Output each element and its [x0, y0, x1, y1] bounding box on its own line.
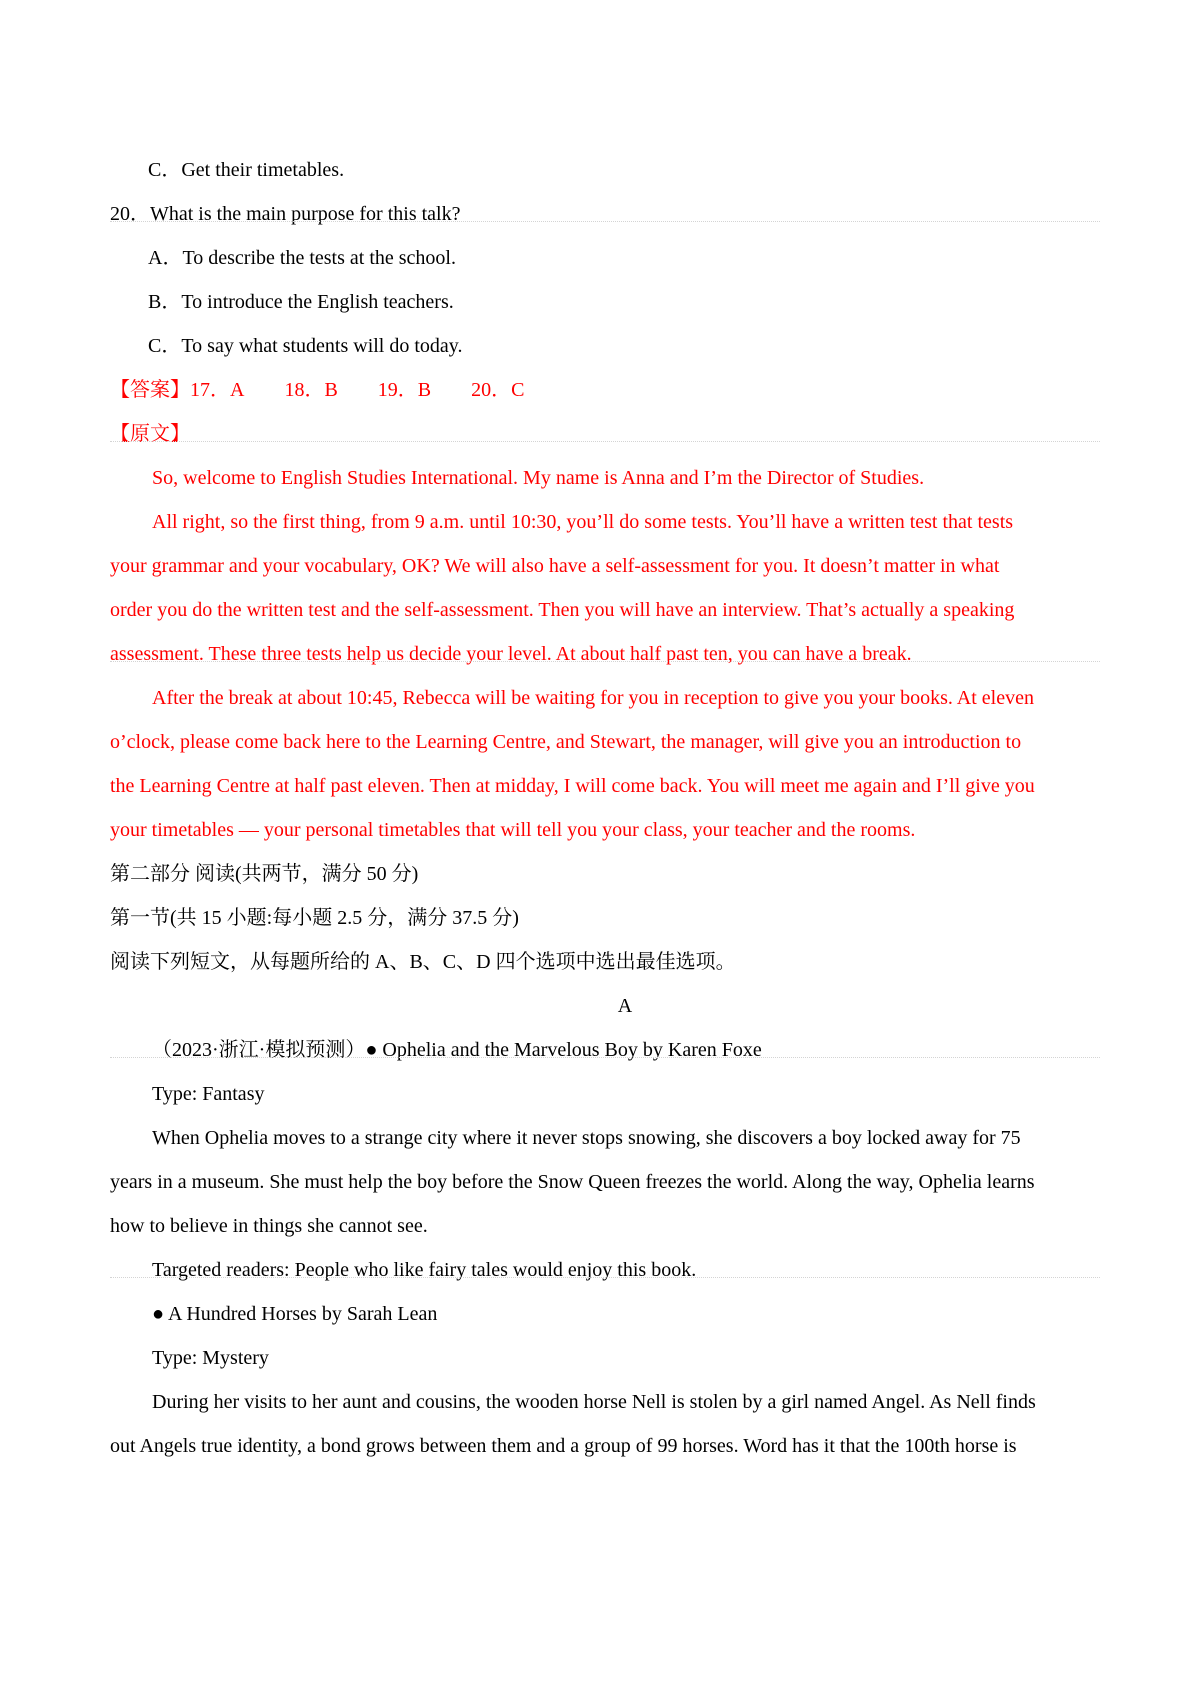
answer-item: 17．A	[190, 379, 245, 401]
transcript-line: the Learning Centre at half past eleven. Then at midday, I will come back. You will meet me again and I’ll give you	[110, 775, 1035, 797]
q20-option-c: C．To say what students will do today.	[148, 335, 463, 357]
dotted-separator	[110, 1277, 1100, 1278]
q19-option-c: C．Get their timetables.	[148, 159, 345, 181]
transcript-line: assessment. These three tests help us decide your level. At about half past ten, you can have a break.	[110, 643, 912, 665]
q20-option-b: B．To introduce the English teachers.	[148, 291, 454, 313]
part2-instruction: 阅读下列短文，从每题所给的 A、B、C、D 四个选项中选出最佳选项。	[110, 951, 736, 973]
dotted-separator	[110, 1057, 1100, 1058]
book1-heading: （2023·浙江·模拟预测）● Ophelia and the Marvelous Boy by Karen Foxe	[152, 1039, 762, 1061]
dotted-separator	[110, 441, 1100, 442]
answer-item: 20．C	[471, 379, 525, 401]
transcript-line: your grammar and your vocabulary, OK? We will also have a self-assessment for you. It doesn’t matter in what	[110, 555, 1000, 577]
answer-line	[110, 366, 1100, 414]
answer-item: 19．B	[377, 379, 432, 401]
book2-description: During her visits to her aunt and cousins, the wooden horse Nell is stolen by a girl named Angel. As Nell finds	[152, 1391, 1036, 1413]
q20-option-a: A．To describe the tests at the school.	[148, 247, 456, 269]
dotted-separator	[110, 221, 1100, 222]
transcript-label: 【原文】	[110, 423, 190, 445]
transcript-line: o’clock, please come back here to the Learning Centre, and Stewart, the manager, will give you an introduction to	[110, 731, 1022, 753]
transcript-line: All right, so the first thing, from 9 a.m. until 10:30, you’ll do some tests. You’ll have a written test that tests	[152, 511, 1014, 533]
transcript-line: So, welcome to English Studies International. My name is Anna and I’m the Director of Studies.	[152, 467, 925, 489]
book1-description: years in a museum. She must help the boy before the Snow Queen freezes the world. Along the way, Ophelia learns	[110, 1171, 1035, 1193]
dotted-separator	[110, 661, 1100, 662]
answer-item: 18．B	[284, 379, 338, 401]
answer-label: 【答案】	[110, 379, 190, 401]
book2-description: out Angels true identity, a bond grows between them and a group of 99 horses. Word has it that the 100th horse is	[110, 1435, 1017, 1457]
transcript-line: order you do the written test and the self-assessment. Then you will have an interview. That’s actually a speaking	[110, 599, 1015, 621]
transcript-line: your timetables — your personal timetables that will tell you your class, your teacher and the rooms.	[110, 819, 916, 841]
transcript-line: After the break at about 10:45, Rebecca will be waiting for you in reception to give you your books. At eleven	[152, 687, 1034, 709]
part2-section1: 第一节(共 15 小题:每小题 2.5 分，满分 37.5 分)	[110, 907, 519, 929]
book2-heading: ● A Hundred Horses by Sarah Lean	[152, 1303, 438, 1325]
book2-type: Type: Mystery	[152, 1347, 269, 1369]
book1-description: how to believe in things she cannot see.	[110, 1215, 428, 1237]
book1-description: When Ophelia moves to a strange city where it never stops snowing, she discovers a boy locked away for 75	[152, 1127, 1021, 1149]
part2-title: 第二部分 阅读(共两节，满分 50 分)	[110, 863, 419, 885]
q20-stem: 20．What is the main purpose for this talk?	[110, 203, 461, 225]
book1-type: Type: Fantasy	[152, 1083, 265, 1105]
book1-readers: Targeted readers: People who like fairy tales would enjoy this book.	[152, 1259, 697, 1281]
passage-letter: A	[617, 995, 633, 1017]
